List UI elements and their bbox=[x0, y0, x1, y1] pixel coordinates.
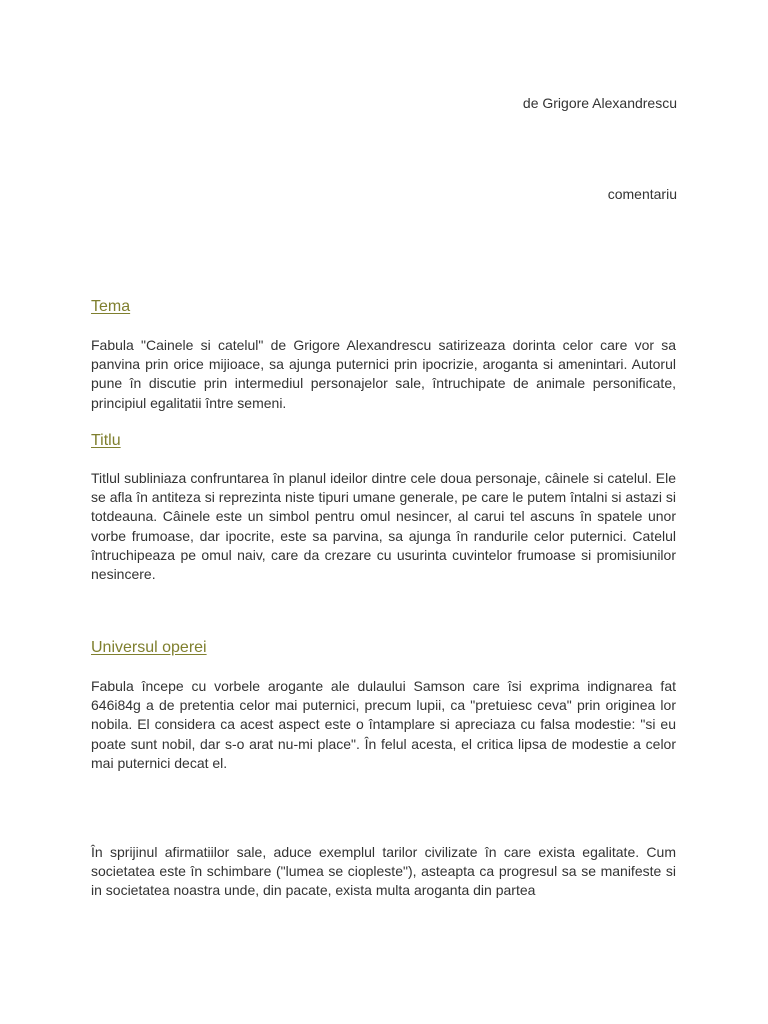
paragraph-universul-operei: Fabula începe cu vorbele arogante ale dulaului Samson care îsi exprima indignarea fat 646i84g a de pretentia celor mai puternici, precum lupii, ca "pretuiesc ceva" prin originea lor nobila. El considera ca acest aspect este o întamplare si apreciaza cu falsa modestie: "si eu poate sunt nobil, dar s-o arat nu-mi place". În felul acesta, el critica lipsa de modestie a celor mai puternici decat el. bbox=[91, 678, 676, 771]
paragraph-sprijin: În sprijinul afirmatiilor sale, aduce exemplul tarilor civilizate în care exista egalitate. Cum societatea este în schimbare ("lumea se ciopleste"), asteapta ca progresul sa se manifeste si in societatea noastra unde, din pacate, exista multa aroganta din partea bbox=[91, 844, 676, 899]
author-line: de Grigore Alexandrescu bbox=[522, 95, 677, 111]
section-heading-titlu: Titlu bbox=[91, 432, 121, 449]
section-heading-tema: Tema bbox=[91, 298, 131, 315]
subtitle-line: comentariu bbox=[607, 186, 677, 202]
paragraph-tema: Fabula "Cainele si catelul" de Grigore Alexandrescu satirizeaza dorinta celor care vor sa panvina prin orice mijioace, sa ajunga puternici prin ipocrizie, aroganta si amenintari. Autorul pune în discutie prin intermediul personajelor sale, întruchipate de animale personificate, principiul egalitatii între semeni. bbox=[91, 337, 676, 411]
section-heading-universul-operei: Universul operei bbox=[91, 639, 207, 656]
paragraph-titlu: Titlul subliniaza confruntarea în planul ideilor dintre cele doua personaje, câinele si catelul. Ele se afla în antiteza si reprezinta niste tipuri umane generale, pe care le putem întalni si astazi si totdeauna. Câinele este un simbol pentru omul nesincer, al carui tel ascuns în spatele unor vorbe frumoase, dar ipocrite, este sa parvina, sa ajunga în randurile celor puternici. Catelul întruchipeaza pe omul naiv, care da crezare cu usurinta cuvintelor frumoase si promisiunilor nesincere. bbox=[91, 470, 676, 583]
